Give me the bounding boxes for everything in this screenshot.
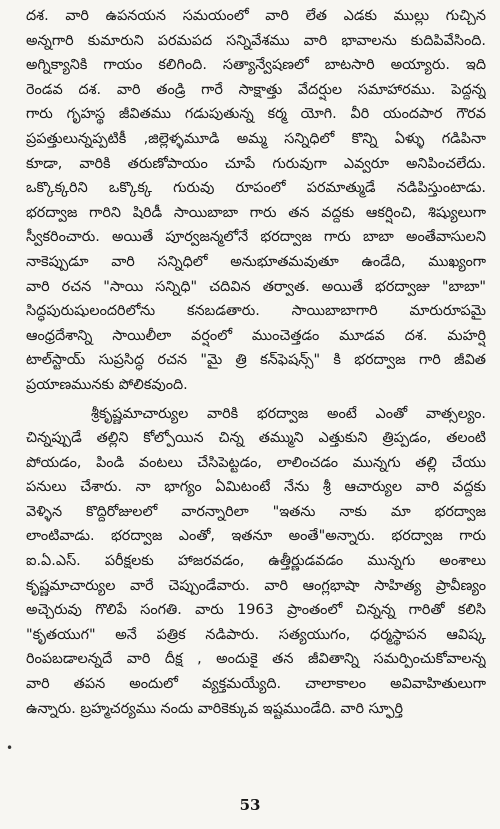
text-line: భరద్వాజ గారిని షిరిడీ సాయిబాబా గారు తన వద్దకు ఆకర్షించి, శిష్యులుగా [26, 204, 486, 221]
text-line: వెళ్ళిన కొద్దిరోజులలో వారన్నారిలా "ఇతను నాకు మా భరద్వాజ [26, 503, 486, 520]
text-line: నాకెప్పుడూ వారి సన్నిధిలో అనుభూతమవుతూ ఉండేది, ముఖ్యంగా [26, 253, 486, 270]
text-line: చిన్నప్పుడే తల్లిని కోల్పోయిన చిన్న తమ్ముని ఎత్తుకుని త్రిప్పడం, తలంటి [26, 430, 486, 447]
text-line: ఒక్కొక్కరిని ఒక్కొక్క గురువు రూపంలో పరమాత్ముడే నడిపిస్తుంటాడు. [26, 180, 486, 197]
text-line: ప్రయాణమునకు పోలికవుంది. [26, 376, 188, 393]
text-line: పోయడం, పిండి వంటలు చేసిపెట్టడం, లాలించడం మున్నగు తల్లి చేయు [26, 454, 486, 471]
margin-mark: • [6, 741, 14, 755]
text-line: దశ. వారి ఉపనయన సమయంలో వారి లేత ఎడకు ముల్లు గుచ్చిన [26, 8, 486, 24]
text-line: వారి రచన "సాయి సన్నిధి" చదివిన తర్వాత. అయితే భరద్వాజు "బాబా" [26, 278, 486, 295]
text-line: కూడా, వారికి తరుణోపాయం చూపే గురువుగా ఎవ్వరూ అనిపించలేదు. [26, 155, 486, 172]
text-line: టాల్‌స్టాయ్ సుప్రసిద్ధ రచన "మై త్రి కన్‌ఫెషన్స్" కి భరద్వాజ గారి జీవిత [26, 352, 486, 369]
text-line: లాంటివాడు. భరద్వాజ ఎంతో, ఇతనూ అంతే"అన్నారు. భరద్వాజ గారు [26, 528, 486, 545]
text-line: ఆంధ్రదేశాన్ని సాయిలీలా వర్షంలో ముంచెత్తడం మూడవ దశ. మహర్షి [26, 327, 486, 344]
text-line: ప్రపత్తులున్నప్పటికీ ,జిల్లెళ్ళమూడి అమ్మ సన్నిధిలో కొన్ని ఏళ్ళు గడిపినా [26, 130, 486, 147]
text-line: స్వీకరించారు. అయితే పూర్వజన్మలోనే భరద్వాజ గారు బాబా అంతేవాసులని [26, 229, 486, 246]
text-line: సిద్ధపురుషులందరిలోను కనబడతారు. సాయిబాబాగారి మారురూపమై [26, 303, 486, 320]
text-line: అన్నగారి కుమారుని పరమపద సన్నివేశము వారి భావాలను కుదిపివేసింది. [26, 32, 486, 49]
text-line: వారి తపన అందులో వ్యక్తమయ్యేది. చాలాకాలం అవివాహితులుగా [26, 676, 486, 693]
text-line: రింపబడాలన్నదే వారి దీక్ష , అందుకై తన జీవితాన్ని సమర్పించుకోవాలన్న [26, 651, 486, 668]
paragraph-1 [26, 4, 486, 398]
text-line: ఐ.ఏ.ఎస్. పరీక్షలకు హాజరవడం, ఉత్తీర్ణుడవడం మున్నగు అంశాలు [26, 553, 486, 570]
text-line: ఉన్నారు. బ్రహ్మచర్యము నందు వారికెక్కువ ఇష్టముండేది. వారి స్ఫూర్తి [26, 700, 403, 717]
text-line: అగ్నిక్యానికి గాయం కలిగింది. సత్యాన్వేషణలో బాటసారి అయ్యారు. ఇది [26, 57, 486, 74]
text-line: గారు గృహస్థ జీవితము గడుపుతున్న కర్మ యోగి. వీరి యందపార గౌరవ [26, 106, 486, 123]
page-number: 53 [239, 796, 261, 814]
text-line: అచ్చెరువు గొలిపే సంగతి. వారు 1963 ప్రాంతంలో చిన్నన్న గారితో కలిసి [26, 602, 486, 619]
text-line: పనులు చేశారు. నా భాగ్యం ఏమిటంటే నేను శ్రీ ఆచార్యుల వారి వద్దకు [26, 479, 486, 496]
text-line: రెండవ దశ. వారి తండ్రి గారే సాక్షాత్తు వేదర్షుల సమాహారము. పెద్దన్న [26, 81, 486, 98]
paragraph-2 [26, 402, 486, 722]
text-line: "కృతయుగ" అనే పత్రిక నడిపారు. సత్యయుగం, ధర్మస్థాపన ఆవిష్క [26, 626, 486, 643]
text-line: శ్రీకృష్ణమాచార్యుల వారికి భరద్వాజ అంటే ఎంతో వాత్సల్యం. [91, 405, 486, 422]
text-line: కృష్ణమాచార్యుల వారే చెప్పుండేవారు. వారి ఆంగ్లభాషా సాహిత్య ప్రావీణ్యం [26, 577, 486, 594]
